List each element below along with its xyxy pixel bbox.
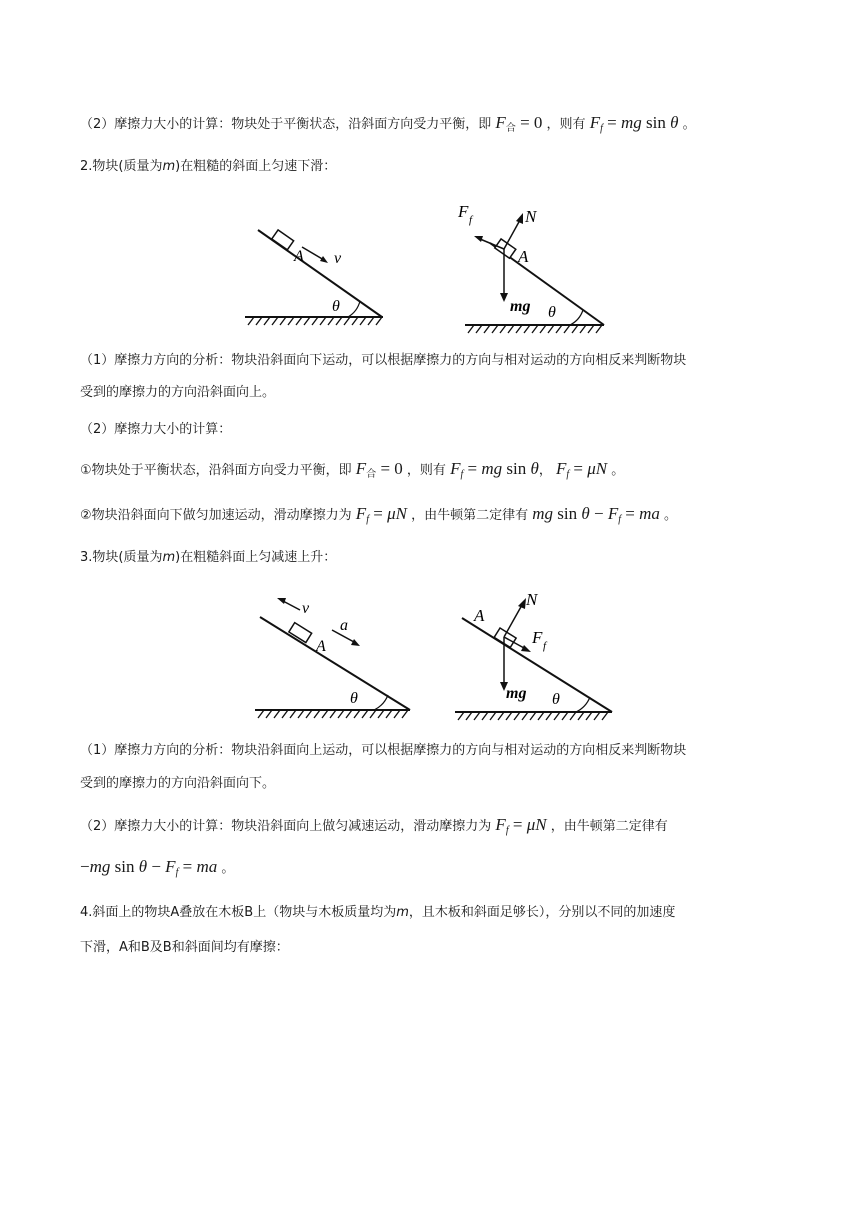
svg-text:N: N — [525, 207, 537, 226]
para-3-direction-2: 受到的摩擦力的方向沿斜面向下。 — [80, 776, 276, 791]
figure-uniform-slide — [240, 195, 620, 335]
para-2-magnitude-title: （2）摩擦力大小的计算： — [80, 422, 232, 437]
para-2-case-2: ②物块沿斜面向下做匀加速运动，滑动摩擦力为 $F_f = \mu N$ ，由牛顿第二定律有 mg $\sin \theta - F_f$ = ma 。 — [80, 504, 678, 525]
svg-text:A: A — [294, 248, 304, 265]
svg-text:a: a — [340, 617, 348, 634]
svg-text:f: f — [469, 214, 473, 226]
para-3-direction-1: （1）摩擦力方向的分析：物块沿斜面向上运动，可以根据摩擦力的方向与相对运动的方向相反来判断物块 — [80, 743, 687, 758]
incline-right-forces — [455, 590, 612, 720]
incline-left — [255, 598, 410, 718]
svg-text:θ: θ — [548, 304, 556, 321]
svg-text:A: A — [474, 606, 485, 625]
svg-text:mg: mg — [506, 685, 527, 702]
svg-text:F: F — [532, 628, 543, 647]
para-3-magnitude: （2）摩擦力大小的计算：物块沿斜面向上做匀减速运动，滑动摩擦力为 $F_f = \mu N$ ，由牛顿第二定律有 — [80, 815, 668, 836]
svg-text:N: N — [526, 590, 538, 609]
svg-text:f: f — [543, 640, 547, 652]
para-2-direction-2: 受到的摩擦力的方向沿斜面向上。 — [80, 385, 276, 400]
svg-text:mg: mg — [510, 298, 531, 315]
svg-text:θ: θ — [552, 691, 560, 708]
svg-text:θ: θ — [332, 298, 340, 315]
heading-3: 3.物块(质量为m)在粗糙斜面上匀减速上升： — [80, 550, 337, 565]
para-2-case-1: ①物块处于平衡状态，沿斜面方向受力平衡，即 $F_合 = 0$ ，则有 $F_f$ = mg sin θ， $F_f = \mu N$ 。 — [80, 459, 625, 480]
heading-4-line-2: 下滑，A和B及B和斜面间均有摩擦： — [80, 940, 289, 955]
figure-decelerating-climb — [250, 585, 620, 725]
svg-text:F: F — [458, 202, 469, 221]
heading-2: 2.物块(质量为m)在粗糙的斜面上匀速下滑： — [80, 159, 337, 174]
para-static-friction-magnitude: （2）摩擦力大小的计算：物块处于平衡状态，沿斜面方向受力平衡，即 $F_合 = 0$ ，则有 $F_f$ = mg sin θ 。 — [80, 113, 696, 134]
heading-4-line-1: 4.斜面上的物块A叠放在木板B上（物块与木板质量均为m，且木板和斜面足够长），分别以不同的加速度 — [80, 905, 676, 920]
svg-text:v: v — [334, 250, 342, 267]
svg-text:θ: θ — [350, 690, 358, 707]
svg-text:A: A — [316, 638, 326, 655]
incline-right-forces — [457, 202, 604, 333]
svg-text:A: A — [518, 247, 529, 266]
para-3-equation: −mg $\sin \theta - F_f$ = ma 。 — [80, 857, 235, 878]
incline-left — [245, 230, 383, 325]
svg-text:v: v — [302, 600, 310, 617]
para-2-direction-1: （1）摩擦力方向的分析：物块沿斜面向下运动，可以根据摩擦力的方向与相对运动的方向相反来判断物块 — [80, 353, 687, 368]
